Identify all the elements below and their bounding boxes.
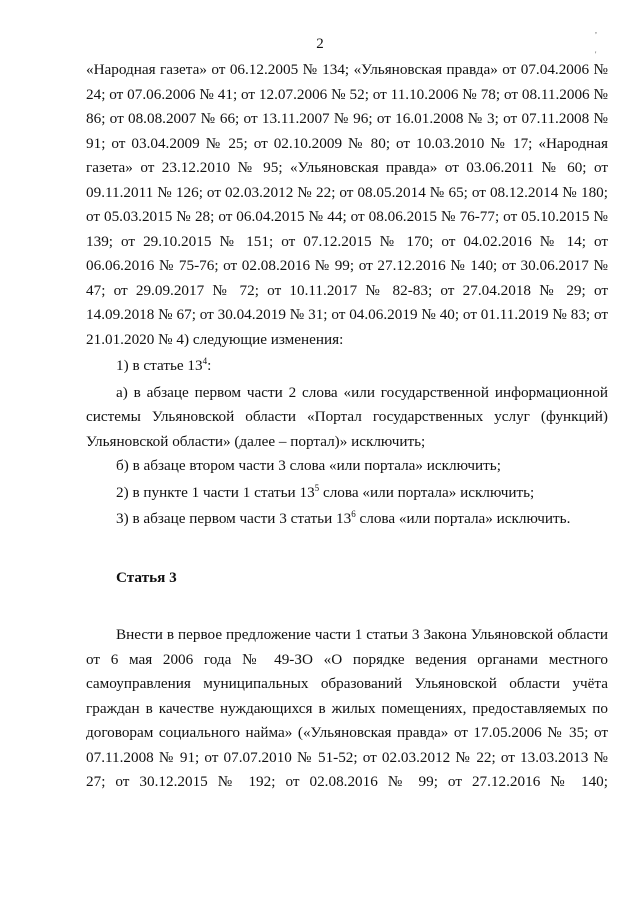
item-1-superscript: 4 xyxy=(202,356,208,366)
item-3 xyxy=(86,507,608,532)
item-a: а) в абзаце первом части 2 слова «или государственной информационной системы Ульяновской области «Портал государственных услуг (функций) Ульяновской области» (далее – портал)» исключить; xyxy=(86,383,608,450)
item-2-superscript: 5 xyxy=(314,482,320,493)
item-1-colon: : xyxy=(207,357,212,374)
article-3-heading: Статья 3 xyxy=(116,568,177,586)
corner-mark-bottom: ' xyxy=(595,50,597,59)
page-number: 2 xyxy=(316,36,324,52)
item-3-superscript: 6 xyxy=(351,509,356,519)
article-3-text: Внести в первое предложение части 1 статьи 3 Закона Ульяновской области от 6 мая 2006 года № 49-ЗО «О порядке ведения органами местного самоуправления муниципальных образований Ульяновской области учёта граждан в качестве нуждающихся в жилых помещениях, предоставляемых по договорам социального найма» («Ульяновская правда» от 17.05.2006 № 35; от 07.11.2008 № 91; от 07.07.2010 № 51-52; от 02.03.2012 № 22; от 13.03.2013 № 27; от 30.12.2015 № 192; от 02.08.2016 № 99; от 27.12.2016 № 140; xyxy=(86,626,608,790)
item-2-text: 2) в пункте 1 части 1 статьи 13 xyxy=(116,483,315,501)
item-3-text: 3) в абзаце первом части 3 статьи 13 xyxy=(116,510,352,527)
publication-list-paragraph: «Народная газета» от 06.12.2005 № 134; «Ульяновская правда» от 07.04.2006 № 24; от 07.06.2006 № 41; от 12.07.2006 № 52; от 11.10.2006 № 78; от 08.11.2006 № 86; от 08.08.2007 № 66; от 13.11.2007 № 96; от 16.01.2008 № 3; от 07.11.2008 № 91; от 03.04.2009 № 25; от 02.10.2009 № 80; от 10.03.2010 № 17; «Народная газета» от 23.12.2010 № 95; «Ульяновская правда» от 03.06.2011 № 60; от 09.11.2011 № 126; от 02.03.2012 № 22; от 08.05.2014 № 65; от 08.12.2014 № 180; от 05.03.2015 № 28; от 06.04.2015 № 44; от 08.06.2015 № 76-77; от 05.10.2015 № 139; от 29.10.2015 № 151; от 07.12.2015 № 170; от 04.02.2016 № 14; от 06.06.2016 № 75-76; от 02.08.2016 № 99; от 27.12.2016 № 140; от 30.06.2017 № 47; от 29.09.2017 № 72; от 10.11.2017 № 82-83; от 27.04.2018 № 29; от 14.09.2018 № 67; от 30.04.2019 № 31; от 04.06.2019 № 40; от 01.11.2019 № 83; от 21.01.2020 № 4) следующие изменения: xyxy=(86,61,608,348)
item-2-tail: слова «или портала» исключить; xyxy=(319,483,535,501)
item-3-tail: слова «или портала» исключить. xyxy=(355,510,571,527)
item-2 xyxy=(86,481,608,506)
item-1-text: 1) в статье 13 xyxy=(116,357,203,374)
item-b: б) в абзаце втором части 3 слова «или портала» исключить; xyxy=(116,457,501,474)
document-body xyxy=(86,58,608,795)
item-1 xyxy=(86,354,608,379)
corner-mark-top: , xyxy=(595,26,597,35)
